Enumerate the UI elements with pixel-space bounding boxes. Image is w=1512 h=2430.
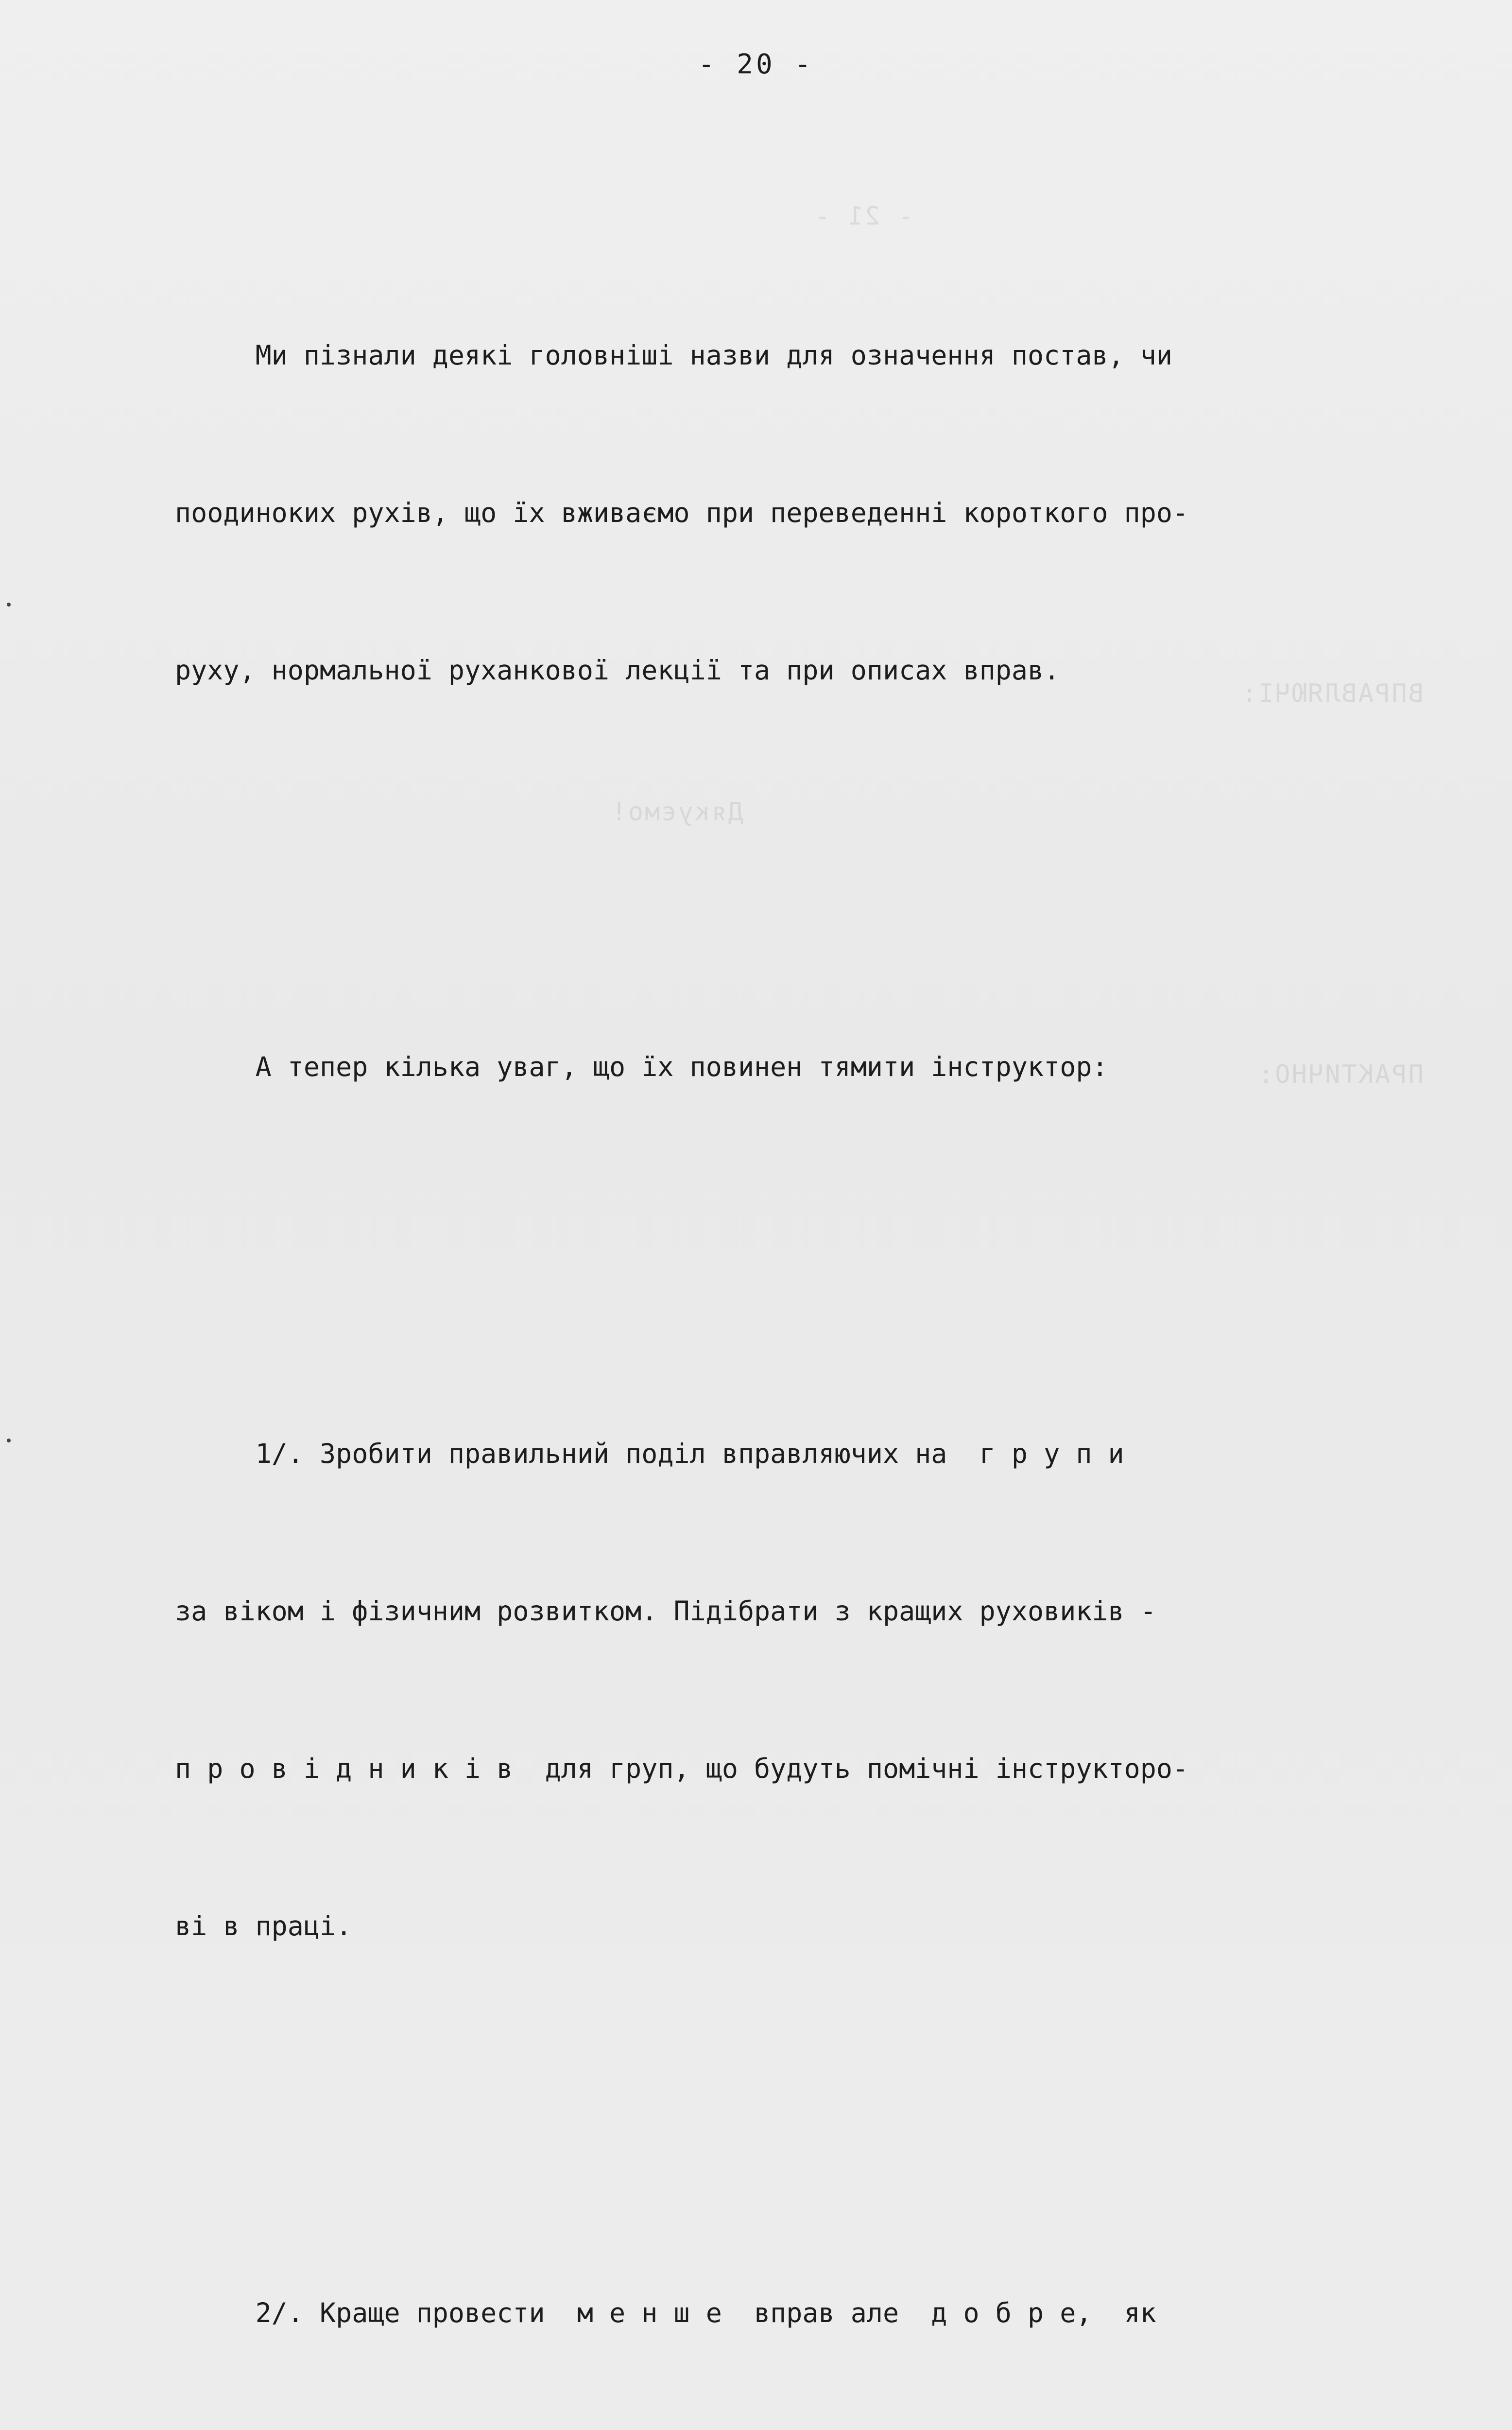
bleed-line: ВПРАВЛЯЮЧІ:: [1240, 679, 1424, 708]
text-line: ві в праці.: [175, 1910, 352, 1942]
text-line: А тепер кілька уваг, що їх повинен тямити інструктор:: [175, 1051, 1108, 1082]
bleed-line: - 21 -: [813, 202, 913, 231]
margin-mark: [7, 603, 11, 607]
text-line: 2/. Краще провести м е н ш е вправ але д о б р е, як: [175, 2297, 1156, 2328]
text-line: Ми пізнали деякі головніші назви для означення постав, чи: [175, 340, 1172, 371]
document-body: [175, 119, 1428, 2430]
page-number: - 20 -: [698, 49, 814, 80]
text-line: руху, нормальної руханкової лекції та при описах вправ.: [175, 655, 1060, 686]
margin-mark: [7, 1439, 11, 1442]
bleed-line: Дякуємо!: [610, 798, 743, 827]
bleed-line: ПРАКТИЧНО:: [1256, 1060, 1424, 1089]
text-line: п р о в і д н и к і в для груп, що будуть помічні інструкторо-: [175, 1753, 1189, 1784]
text-line: поодиноких рухів, що їх вживаємо при переведенні короткого про-: [175, 497, 1189, 528]
text-line: за віком і фізичним розвитком. Підібрати з кращих руховиків -: [175, 1596, 1156, 1627]
text-line: 1/. Зробити правильний поділ вправляючих на г р у п и: [175, 1438, 1124, 1469]
